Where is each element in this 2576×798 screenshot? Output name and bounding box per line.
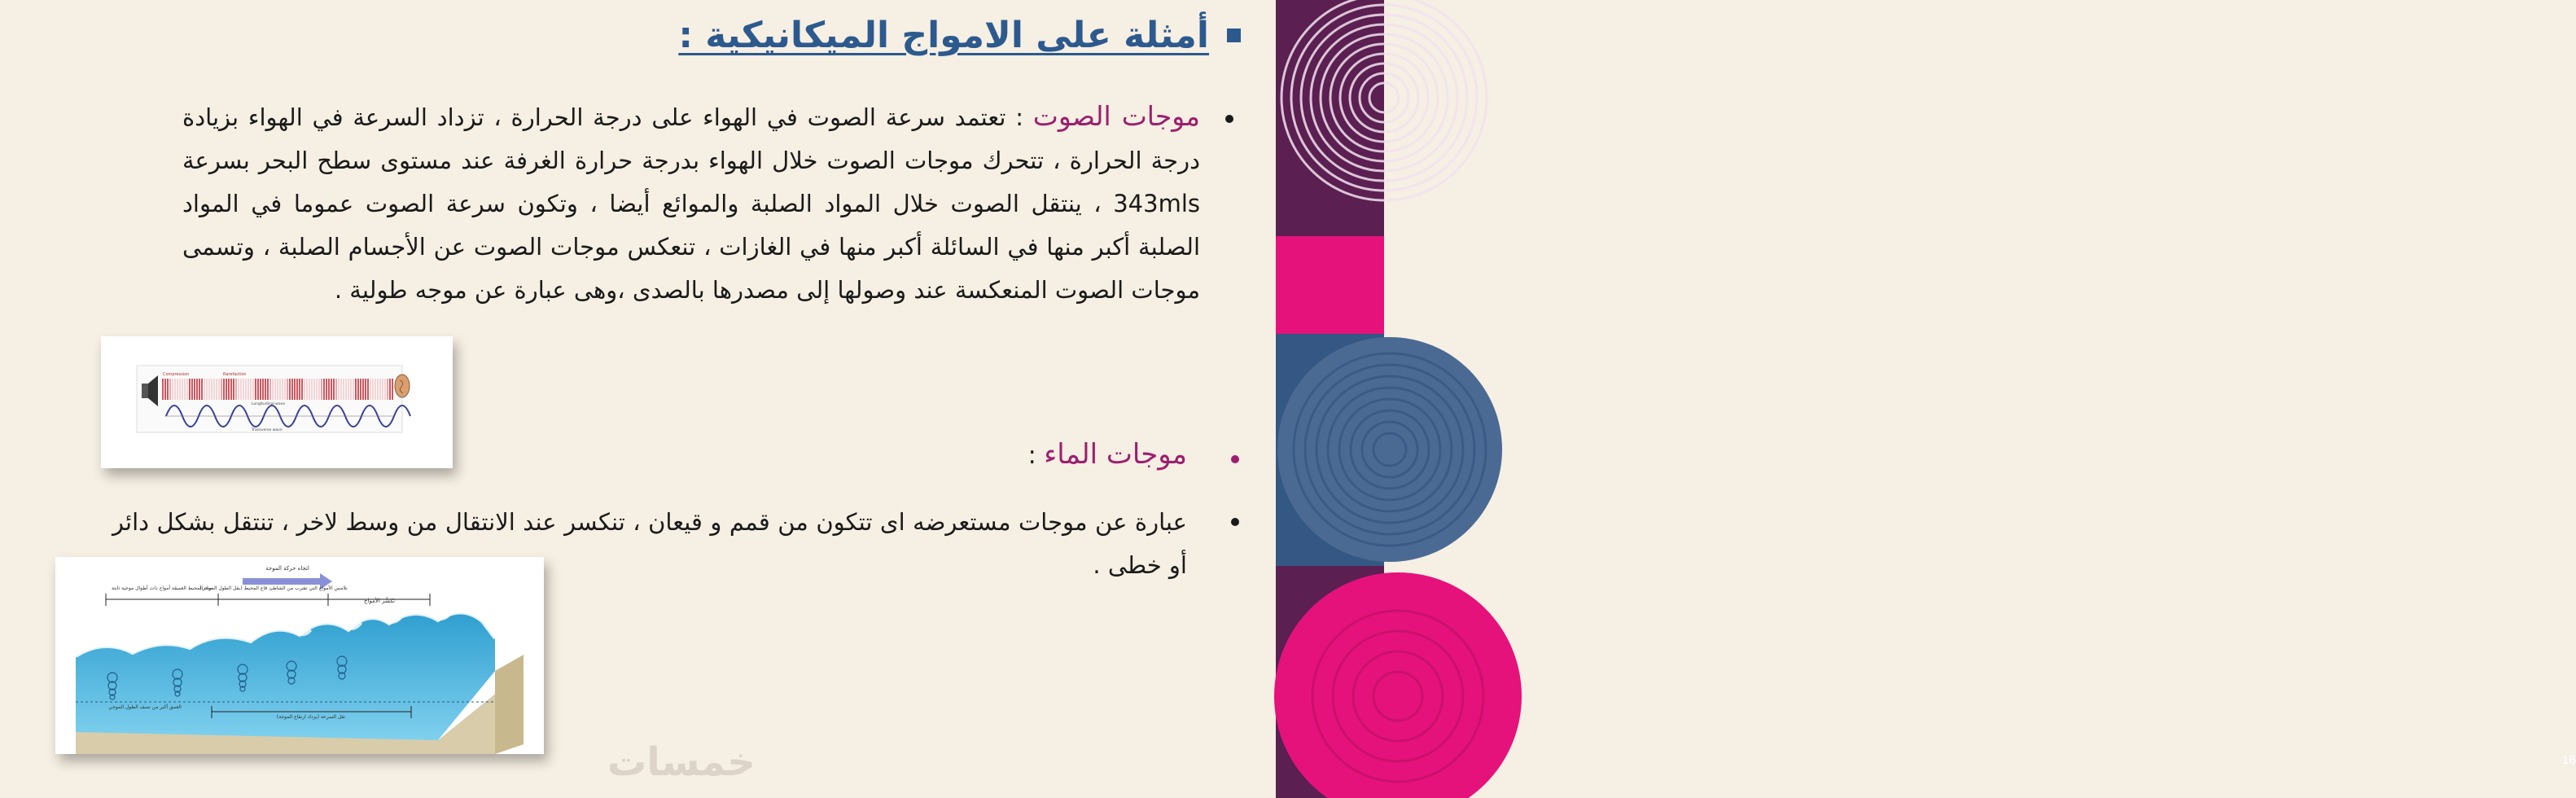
- purple-band: [1276, 0, 1384, 236]
- direction-label: اتجاه حركة الموجة: [265, 565, 309, 572]
- bullet-dot-icon: [1225, 115, 1233, 123]
- speed-label: تقل السرعة (يزداد ارتفاع الموجة): [276, 714, 346, 720]
- breaking-label: تكسُّر الأمواج: [364, 598, 395, 604]
- square-bullet-icon: [1227, 28, 1241, 42]
- slide-title-row: [678, 15, 1241, 56]
- compression-label: Compression: [163, 372, 190, 377]
- blue-band: [1276, 334, 1384, 566]
- sound-term: موجات الصوت: [1032, 100, 1200, 132]
- bullet-dot-icon: [1231, 455, 1239, 463]
- slide-title: أمثلة على الامواج الميكانيكية :: [678, 15, 1209, 56]
- water-heading: [1028, 438, 1187, 471]
- rarefaction-label: Rarefaction: [223, 372, 247, 377]
- page-number: 16: [2562, 753, 2576, 767]
- longitudinal-label: Longitudinal wave: [252, 402, 286, 406]
- bullet-dot-icon: [1231, 518, 1239, 526]
- purple-bottom-band: [1276, 566, 1384, 798]
- shore-label: تلامس الأمواج التي تقترب من الشاطئ قاع المحيط (يقل الطول الموجي): [199, 585, 348, 591]
- decorative-sidebar: [1276, 0, 2576, 798]
- sound-paragraph: [182, 94, 1200, 312]
- pink-band: [1276, 236, 1384, 334]
- ear-icon: [395, 375, 410, 397]
- watermark-logo: خمسات: [607, 739, 756, 785]
- depth-label: العمق أكبر من نصف الطول الموجي: [108, 704, 182, 710]
- transverse-label: Transverse wave: [252, 428, 283, 432]
- sound-wave-figure: [101, 336, 453, 468]
- water-paragraph: عبارة عن موجات مستعرضه اى تتكون من قمم و قيعان ، تنكسر عند الانتقال من وسط لاخر ، تنتقل بشكل دائر أو خطى .: [112, 508, 1187, 579]
- sound-text: : تعتمد سرعة الصوت في الهواء على درجة الحرارة ، تزداد السرعة في الهواء بزيادة درجة الحرارة ، تتحرك موجات الصوت خلال الهواء بدرجة حرارة الغرفة عند مستوى سطح البحر بسرعة 343mls ، ينتقل الصوت خلال المواد الصلبة والموائع أيضا ، وتكون سرعة الصوت عموما في المواد الصلبة أكبر منها في السائلة أكبر منها في الغازات ، تنعكس موجات الصوت عن الأجسام الصلبة ، وتسمى موجات الصوت المنعكسة عند وصولها إلى مصدرها بالصدى ،وهى عبارة عن موجه طولية .: [182, 103, 1200, 304]
- water-colon: :: [1027, 441, 1045, 470]
- water-wave-figure: [55, 557, 544, 754]
- water-term: موجات الماء: [1044, 438, 1187, 471]
- deep-water-label: مياه المحيط العميقة أمواج ذات أطوال موجية ثابتة: [112, 585, 212, 591]
